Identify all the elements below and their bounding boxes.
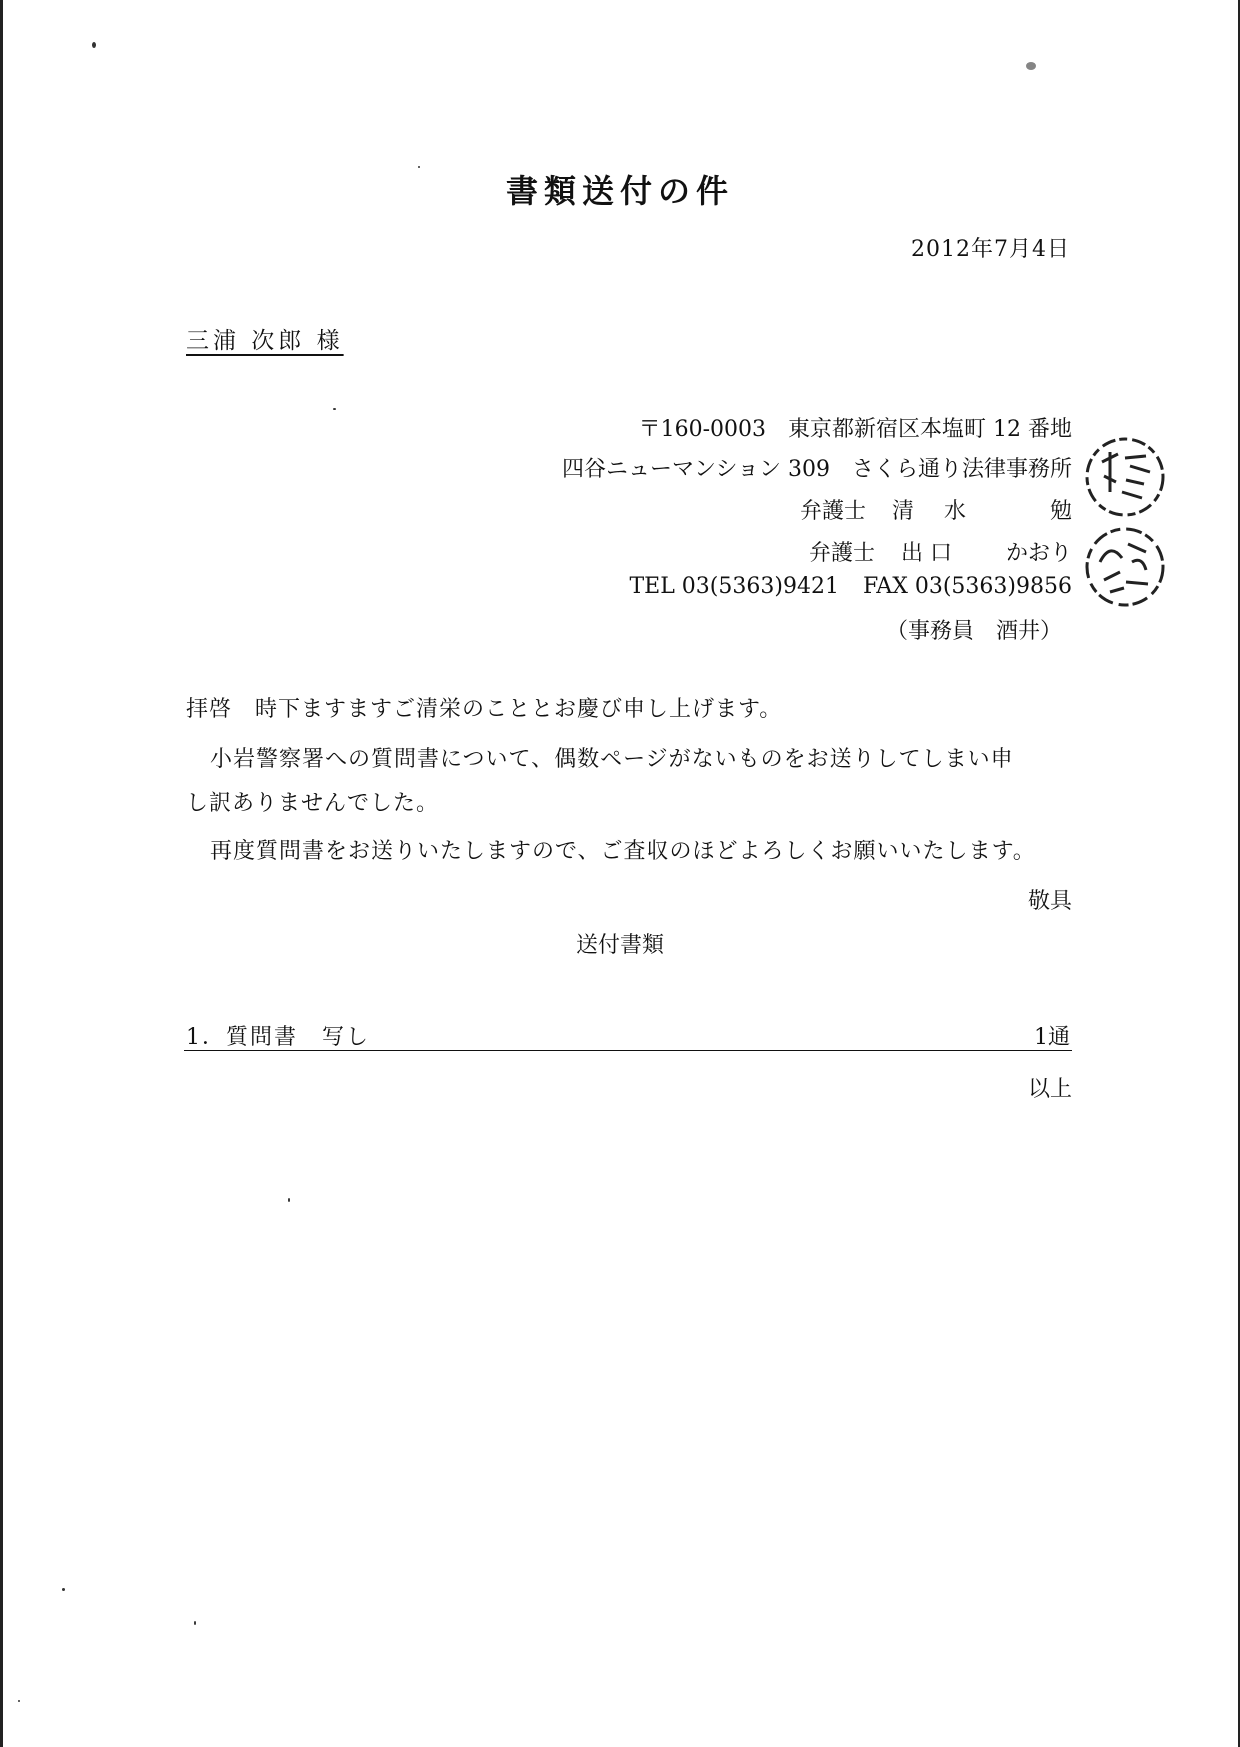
enclosure-item-quantity: 1通: [1034, 1025, 1070, 1050]
clerk-label: （事務員: [885, 619, 974, 644]
lawyer-2-family-name: 出 口: [900, 541, 952, 566]
sender-address-line1: 〒160-0003 東京都新宿区本塩町 12 番地: [638, 417, 1072, 442]
scan-edge-left: [0, 0, 3, 1747]
greeting: 拝啓 時下ますますご清栄のこととお慶び申し上げます。: [186, 697, 783, 722]
sender-address-line2: 四谷ニューマンション 309 さくら通り法律事務所: [562, 457, 1072, 482]
scan-speck: [194, 1621, 196, 1625]
enclosure-item-name: 1．質問書 写し: [186, 1025, 370, 1050]
enclosure-item-row: [184, 1020, 1072, 1051]
seal-stamp-1: [1080, 432, 1170, 522]
scan-speck: [92, 42, 96, 48]
document-date: 2012年7月4日: [911, 237, 1070, 262]
lawyer-1-given-name: 勉: [1049, 499, 1072, 524]
lawyer-1-family-name: 清水: [891, 499, 996, 524]
lawyer-2: [809, 536, 1072, 567]
closing-phrase: 敬具: [1027, 889, 1072, 914]
paragraph-1-line-2: し訳ありませんでした。: [186, 791, 440, 816]
fax-number: FAX 03(5363)9856: [862, 574, 1072, 599]
paragraph-1-line-1: 小岩警察署への質問書について、偶数ページがないものをお送りしてしまい申: [210, 747, 1014, 772]
lawyer-1: [800, 494, 1072, 525]
scan-speck: [418, 166, 420, 168]
enclosure-heading: 送付書類: [575, 933, 664, 958]
lawyer-2-given-name: かおり: [1005, 541, 1072, 566]
contact-numbers: [629, 574, 1072, 599]
lawyer-label: 弁護士: [799, 499, 866, 524]
scan-speck: [288, 1198, 290, 1202]
end-mark: 以上: [1027, 1077, 1072, 1102]
scan-speck: [62, 1588, 65, 1591]
lawyer-label: 弁護士: [808, 541, 875, 566]
clerk-name: 酒井）: [995, 619, 1062, 644]
clerk: [886, 614, 1062, 645]
tel-number: TEL 03(5363)9421: [629, 574, 839, 599]
scan-speck: [18, 1700, 20, 1702]
recipient-name: 三浦 次郎 様: [186, 328, 344, 354]
scan-speck: [1026, 62, 1036, 70]
document-title: 書類送付の件: [505, 172, 734, 210]
scan-speck: [333, 408, 336, 410]
seal-stamp-2: [1080, 522, 1170, 612]
paragraph-2: 再度質問書をお送りいたしますので、ご査収のほどよろしくお願いいたします。: [210, 839, 1036, 864]
